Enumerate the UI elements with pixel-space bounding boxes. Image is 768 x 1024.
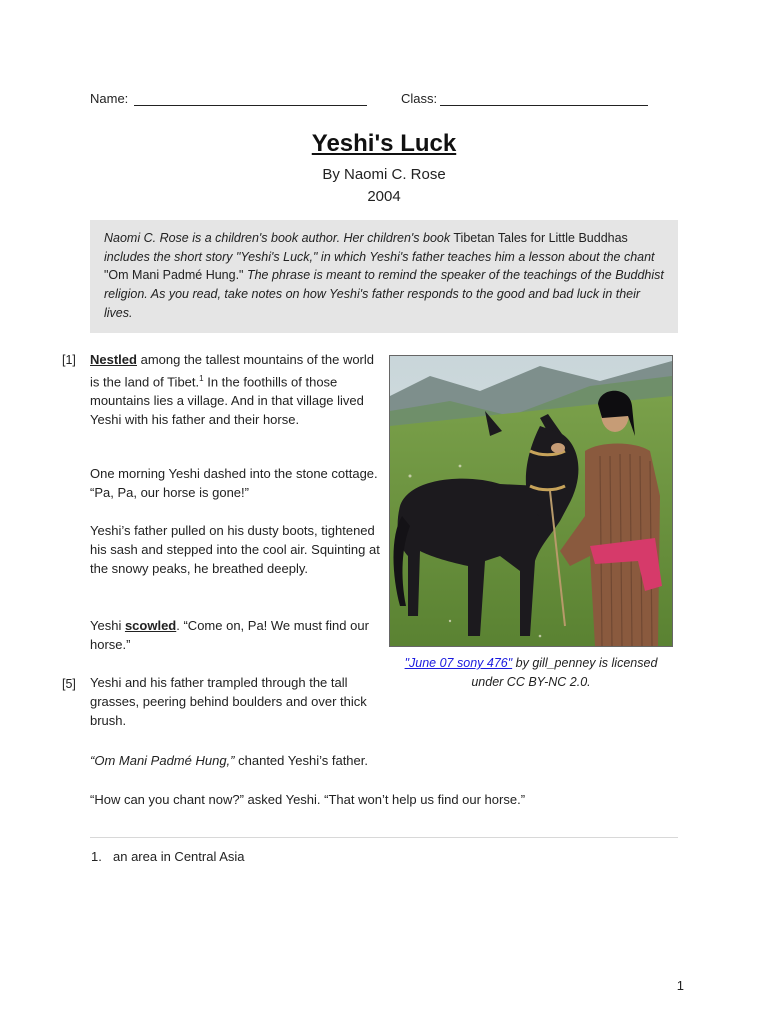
paragraph-number-5: [5] [62,677,76,691]
page-number: 1 [676,978,684,993]
footnote-number: 1. [91,849,102,864]
footnote-divider [90,837,678,838]
footnote-ref-1[interactable]: 1 [199,374,204,383]
intro-text-1: Naomi C. Rose is a children's book author. Her children's book [104,231,451,245]
paragraph-1-text-b: In the foothills of those mountains lies a village. And in that village lived Yeshi with his father and their horse. [90,374,364,428]
paragraph-6-text: chanted Yeshi’s father. [238,753,368,768]
paragraph-5: Yeshi and his father trampled through the tall grasses, peering behind boulders and over thick brush. [90,675,367,728]
story-photo [389,355,673,647]
intro-book-title: Tibetan Tales for Little Buddhas [453,231,628,245]
paragraph-1-text-a: among the tallest mountains of the world is the land of Tibet. [90,352,375,390]
author-byline: By Naomi C. Rose [322,166,446,183]
paragraph-4 [90,616,380,654]
intro-text-3: The phrase is meant to remind the speaker of the teachings of the Buddhist religion. As you read, take notes on how Yeshi's father responds to the good and bad luck in their lives. [104,268,664,320]
paragraph-6 [90,751,690,770]
intro-text-2: includes the short story "Yeshi's Luck," in which Yeshi's father teaches him a lesson about the chant [104,249,655,264]
vocab-scowled: scowled [124,618,177,633]
paragraph-4-text-b: . “Come on, Pa! We must find our horse.” [90,618,369,652]
story-title: Yeshi's Luck [311,130,457,157]
footnote-text: an area in Central Asia [113,849,245,864]
class-field[interactable] [440,105,648,106]
paragraph-1 [90,350,380,429]
photo-caption [390,654,672,692]
intro-box [90,220,678,333]
photo-license-text: by gill_penney is licensed under CC BY-NC 2.0. [471,656,658,689]
intro-chant: "Om Mani Padmé Hung." [104,268,244,283]
name-label: Name: [90,91,129,106]
name-field[interactable] [134,105,367,106]
paragraph-7: “How can you chant now?” asked Yeshi. “That won’t help us find our horse.” [90,792,526,807]
publication-year: 2004 [367,188,401,205]
photo-source-link[interactable]: "June 07 sony 476" [404,656,513,670]
paragraph-6-chant: “Om Mani Padmé Hung,” [90,753,235,768]
paragraph-number-1: [1] [62,353,76,367]
paragraph-2: One morning Yeshi dashed into the stone cottage. “Pa, Pa, our horse is gone!” [90,466,378,500]
paragraph-4-text-a: Yeshi [90,618,122,633]
vocab-nestled: Nestled [90,352,137,367]
paragraph-3: Yeshi’s father pulled on his dusty boots, tightened his sash and stepped into the cool air. Squinting at the snowy peaks, he breathed deeply. [90,523,380,576]
class-label: Class: [401,91,438,106]
